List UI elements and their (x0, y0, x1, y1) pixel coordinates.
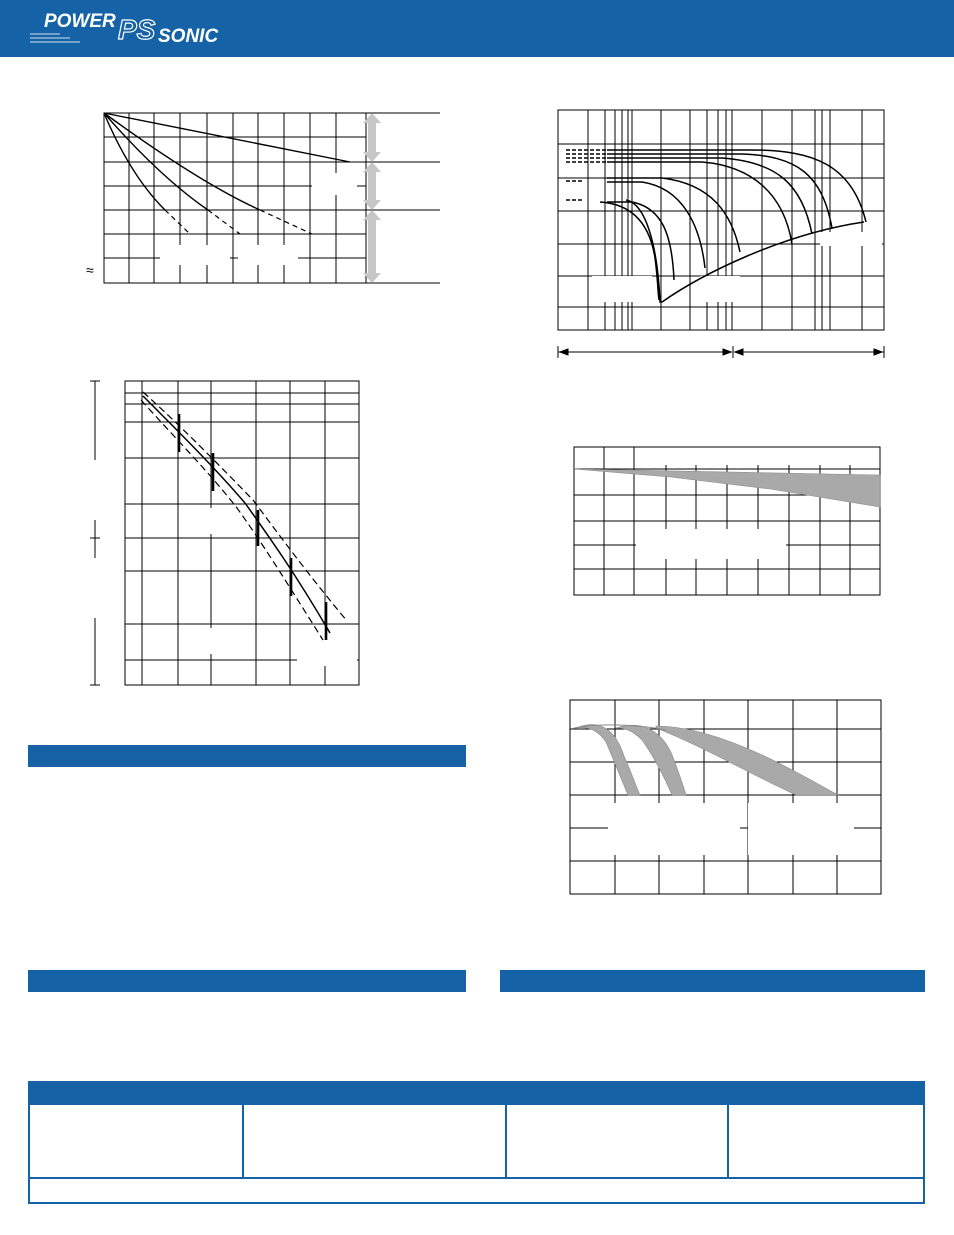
spec-column-1 (30, 1105, 244, 1177)
time-axis-ranges (558, 346, 884, 358)
section-bar-left-low (28, 970, 466, 992)
spec-table-header (30, 1083, 923, 1105)
svg-text:≈: ≈ (86, 262, 94, 278)
spec-table-footer (30, 1177, 923, 1180)
svg-text:PS: PS (118, 14, 156, 45)
charge-start-markers (566, 150, 606, 200)
section-label (28, 974, 36, 988)
section-label (500, 974, 508, 988)
section-bar-right-low (500, 970, 925, 992)
section-label (28, 749, 36, 763)
discharge-time-chart (85, 378, 370, 690)
spec-table (28, 1081, 925, 1204)
spec-column-2 (244, 1105, 507, 1177)
charge-curves-chart (552, 104, 892, 374)
shelf-life-chart (570, 443, 886, 599)
spec-column-3 (507, 1105, 729, 1177)
svg-text:SONIC: SONIC (158, 26, 219, 46)
dashed-extensions (165, 210, 312, 234)
section-bar-left-mid (28, 745, 466, 767)
discharge-characteristics-chart (80, 105, 450, 295)
spec-table-title (30, 1087, 38, 1101)
spec-column-4 (729, 1105, 923, 1177)
svg-text:POWER: POWER (44, 12, 116, 32)
power-sonic-logo (30, 12, 240, 46)
cycle-life-chart (566, 696, 886, 896)
brand-header (0, 0, 954, 57)
